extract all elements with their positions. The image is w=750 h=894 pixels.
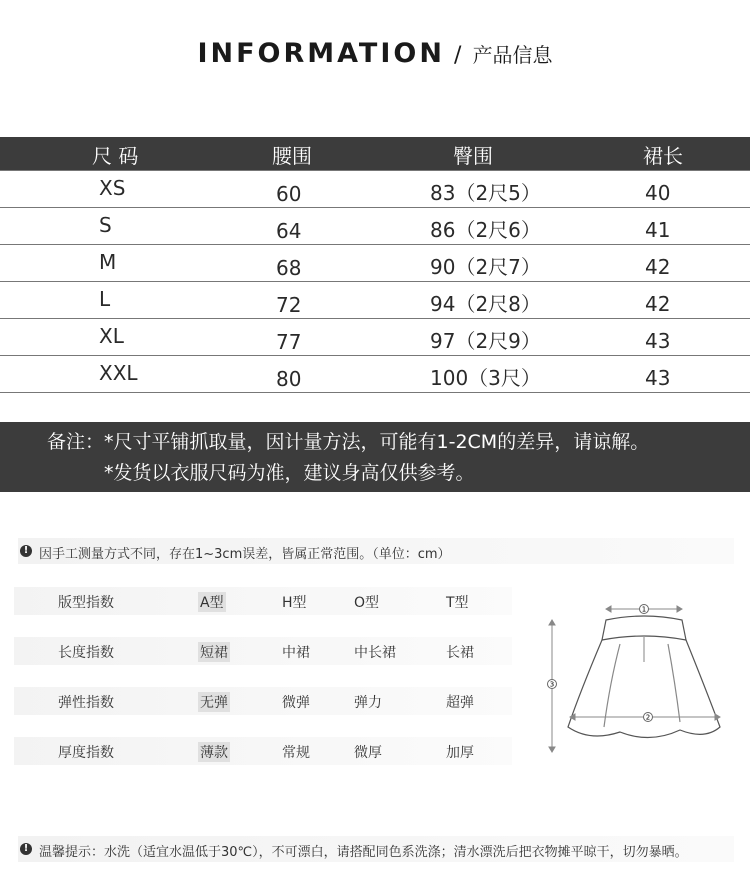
page-title <box>0 38 750 69</box>
size-cell: 40 <box>645 181 671 205</box>
size-cell: 64 <box>276 219 302 243</box>
index-row <box>14 737 512 765</box>
size-cell: 68 <box>276 256 302 280</box>
index-option: A型 <box>198 592 226 612</box>
size-cell: L <box>99 287 111 311</box>
index-label: 弹性指数 <box>58 695 114 711</box>
label-3: 3 <box>549 680 555 689</box>
alert-icon: ! <box>20 843 32 855</box>
index-option: 常规 <box>282 745 310 761</box>
header-waist: 腰围 <box>272 144 312 168</box>
size-row <box>0 282 750 319</box>
size-cell: 90（2尺7） <box>430 255 541 279</box>
label-1: 1 <box>641 605 647 614</box>
size-cell: 41 <box>645 218 671 242</box>
index-option: 短裙 <box>198 642 230 662</box>
size-cell: 83（2尺5） <box>430 181 541 205</box>
wash-tip-text: 温馨提示：水洗（适宜水温低于30℃），不可漂白，请搭配同色系洗涤；清水漂洗后把衣物摊平晾干，切勿暴晒。 <box>39 845 688 860</box>
alert-icon: ! <box>20 545 32 557</box>
size-row <box>0 356 750 393</box>
measure-lines <box>549 606 720 752</box>
size-cell: 97（2尺9） <box>430 329 541 353</box>
measure-labels <box>548 605 653 722</box>
size-cell: XL <box>99 324 124 348</box>
title-separator: / <box>454 43 462 68</box>
index-option: 中裙 <box>282 645 310 661</box>
wash-tip <box>18 836 734 862</box>
note-line-2: *发货以衣服尺码为准，建议身高仅供参考。 <box>104 462 475 484</box>
size-table-header <box>0 137 750 170</box>
index-row <box>14 687 512 715</box>
measure-tip <box>18 538 734 564</box>
skirt-diagram <box>540 592 730 762</box>
index-option: 长裙 <box>446 645 474 661</box>
size-cell: XS <box>99 176 126 200</box>
size-cell: 43 <box>645 329 671 353</box>
header-size: 尺 码 <box>92 144 139 168</box>
index-option: H型 <box>282 595 307 611</box>
size-row <box>0 245 750 282</box>
measure-tip-text: 因手工测量方式不同，存在1~3cm误差，皆属正常范围。（单位：cm） <box>39 547 451 562</box>
header-length: 裙长 <box>643 144 683 168</box>
index-option: 微弹 <box>282 695 310 711</box>
title-english: INFORMATION <box>197 38 445 69</box>
size-cell: M <box>99 250 117 274</box>
size-cell: 86（2尺6） <box>430 218 541 242</box>
index-label: 长度指数 <box>58 645 114 661</box>
size-cell: 43 <box>645 366 671 390</box>
header-hip: 臀围 <box>453 144 493 168</box>
index-option: T型 <box>446 595 469 611</box>
size-cell: XXL <box>99 361 138 385</box>
index-row <box>14 637 512 665</box>
size-row <box>0 208 750 245</box>
index-option: 中长裙 <box>354 645 396 661</box>
size-cell: 42 <box>645 292 671 316</box>
size-row <box>0 319 750 356</box>
label-2: 2 <box>645 713 651 722</box>
note-line-1: 备注：*尺寸平铺抓取量，因计量方法，可能有1-2CM的差异，请谅解。 <box>47 431 650 453</box>
index-label: 厚度指数 <box>58 745 114 761</box>
size-cell: 42 <box>645 255 671 279</box>
index-option: 无弹 <box>198 692 230 712</box>
size-row <box>0 170 750 208</box>
index-option: 超弹 <box>446 695 474 711</box>
title-chinese: 产品信息 <box>472 43 553 67</box>
index-option: 弹力 <box>354 695 382 711</box>
index-label: 版型指数 <box>58 595 114 611</box>
index-option: 加厚 <box>446 745 474 761</box>
index-option: 薄款 <box>198 742 230 762</box>
index-row <box>14 587 512 615</box>
index-option: O型 <box>354 595 380 611</box>
size-table <box>0 137 750 393</box>
index-option: 微厚 <box>354 745 382 761</box>
note-banner <box>0 422 750 492</box>
size-cell: 100（3尺） <box>430 366 541 390</box>
size-cell: 60 <box>276 182 302 206</box>
size-cell: S <box>99 213 112 237</box>
size-cell: 72 <box>276 293 302 317</box>
size-cell: 77 <box>276 330 302 354</box>
size-cell: 94（2尺8） <box>430 292 541 316</box>
size-cell: 80 <box>276 367 302 391</box>
